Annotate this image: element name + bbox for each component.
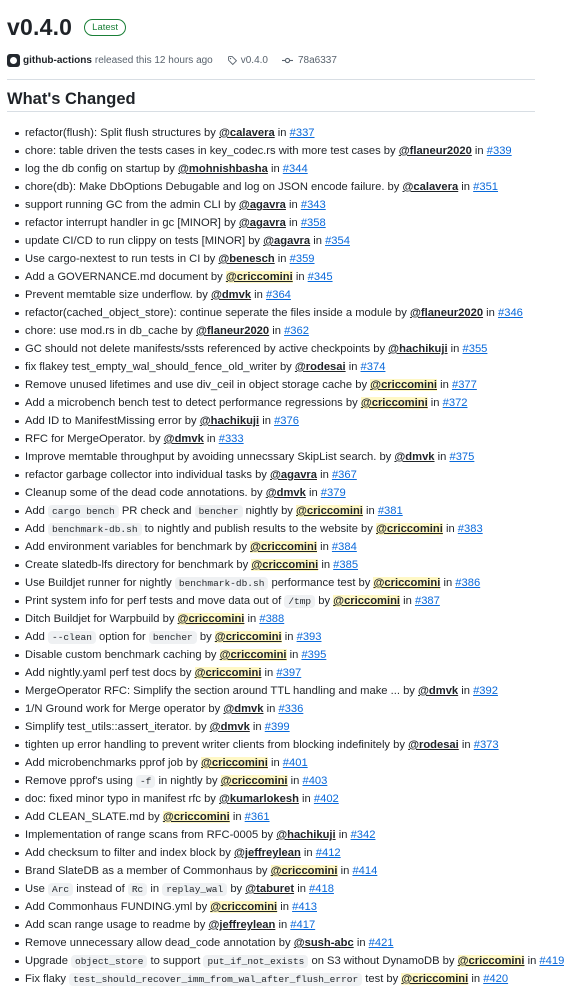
user-link[interactable]: @criccomini (401, 973, 469, 985)
item-text: GC should not delete manifests/ssts referenced by active checkpoints by (25, 343, 389, 355)
user-link[interactable]: @hachikuji (276, 829, 336, 841)
user-link[interactable]: @dmvk (210, 289, 252, 301)
list-item (15, 394, 535, 412)
list-item (15, 268, 535, 286)
pr-link[interactable]: #372 (442, 397, 468, 409)
item-text: in (437, 379, 452, 391)
pr-link[interactable]: #413 (292, 901, 317, 913)
pr-link[interactable]: #376 (274, 415, 299, 427)
pr-link[interactable]: #403 (302, 775, 328, 787)
item-text: Add environment variables for benchmark by (25, 541, 251, 553)
item-text: in (362, 505, 378, 517)
item-text: to nightly and publish results to the website by (141, 523, 376, 535)
inline-code: benchmark-db.sh (48, 523, 142, 536)
inline-code: --clean (48, 631, 96, 644)
item-text: Ditch Buildjet for Warpbuild by (25, 613, 178, 625)
item-text: in (458, 685, 474, 697)
user-link[interactable]: @hachikuji (388, 343, 448, 355)
item-text: refactor(flush): Split flush structures by (25, 127, 219, 139)
list-item (15, 934, 535, 952)
list-item (15, 862, 535, 880)
user-link[interactable]: @agavra (270, 469, 317, 481)
user-link[interactable]: @agavra (263, 235, 311, 247)
list-item (15, 124, 535, 142)
item-text: in (294, 883, 310, 895)
list-item (15, 754, 535, 772)
user-link[interactable]: @kumarlokesh (219, 793, 299, 805)
item-text: in (335, 829, 351, 841)
pr-link[interactable]: #392 (473, 685, 498, 697)
user-link[interactable]: @benesch (218, 253, 275, 265)
pr-link[interactable]: #420 (483, 973, 509, 985)
item-text: in (524, 955, 540, 967)
item-text: Simplify test_utils::assert_iterator. by (25, 721, 210, 733)
item-text: Use Buildjet runner for nightly (25, 577, 175, 589)
item-text: Add a microbench bench test to detect performance regressions by (25, 397, 361, 409)
inline-code: bencher (195, 505, 243, 518)
item-text: chore(db): Make DbOptions Debugable and log on JSON encode failure. by (25, 181, 403, 193)
list-item (15, 736, 535, 754)
released-text: released this 12 hours ago (94, 54, 213, 66)
item-text: Fix flaky (25, 973, 70, 985)
pr-link[interactable]: #367 (331, 469, 357, 481)
item-text: Brand SlateDB as a member of Commonhaus by (25, 865, 271, 877)
pr-link[interactable]: #342 (350, 829, 376, 841)
item-text: in (267, 163, 283, 175)
item-text: Add (25, 631, 49, 643)
release-title[interactable]: v0.4.0 (7, 13, 73, 40)
item-text: in (275, 919, 291, 931)
user-link[interactable]: @criccomini (370, 379, 438, 391)
item-text: Prevent memtable size underflow. by (25, 289, 211, 301)
user-link[interactable]: @dmvk (418, 685, 459, 697)
pr-link[interactable]: #393 (296, 631, 322, 643)
item-text: Improve memtable throughput by avoiding unnecssary SkipList search. by (25, 451, 395, 463)
pr-link[interactable]: #384 (331, 541, 357, 553)
section-title: What's Changed (7, 90, 136, 108)
pr-link[interactable]: #358 (300, 217, 326, 229)
list-item (15, 772, 535, 790)
list-item (15, 646, 535, 664)
item-text: support running GC from the admin CLI by (25, 199, 239, 211)
item-text: Add microbenchmarks pprof job by (25, 757, 201, 769)
pr-link[interactable]: #418 (309, 883, 334, 895)
pr-link[interactable]: #395 (301, 649, 327, 661)
list-item (15, 826, 535, 844)
list-item (15, 430, 535, 448)
item-text: chore: table driven the tests cases in key_codec.rs with more test cases by (25, 145, 399, 157)
item-text: on S3 without DynamoDB by (308, 955, 458, 967)
pr-link[interactable]: #386 (455, 577, 481, 589)
item-text: test by (362, 973, 402, 985)
pr-link[interactable]: #336 (278, 703, 304, 715)
pr-link[interactable]: #417 (290, 919, 316, 931)
list-item (15, 844, 535, 862)
user-link[interactable]: @criccomini (333, 595, 401, 607)
list-item (15, 880, 535, 898)
pr-link[interactable]: #364 (266, 289, 291, 301)
item-text: doc: fixed minor typo in manifest rfc by (25, 793, 219, 805)
user-link[interactable]: @criccomini (162, 811, 230, 823)
pr-link[interactable]: #379 (320, 487, 346, 499)
list-item (15, 808, 535, 826)
pr-link[interactable]: #397 (276, 667, 302, 679)
item-text: in (305, 487, 321, 499)
pr-link[interactable]: #359 (289, 253, 315, 265)
list-item (15, 484, 535, 502)
pr-link[interactable]: #373 (473, 739, 499, 751)
inline-code: /tmp (284, 595, 315, 608)
user-link[interactable]: @criccomini (296, 505, 363, 517)
item-text: Add (25, 523, 49, 535)
list-item (15, 286, 535, 304)
item-text: nightly by (242, 505, 297, 517)
user-link[interactable]: @criccomini (225, 271, 293, 283)
list-item (15, 790, 535, 808)
item-text: in (229, 811, 245, 823)
item-text: in (468, 973, 484, 985)
item-text: Implementation of range scans from RFC-0005 by (25, 829, 277, 841)
item-text: in (274, 127, 290, 139)
item-text: Add scan range usage to readme by (25, 919, 209, 931)
tag-link[interactable]: v0.4.0 (240, 54, 268, 66)
item-text: Remove unused lifetimes and use div_ceil in object storage cache by (25, 379, 371, 391)
item-text: in (353, 937, 369, 949)
inline-code: -f (136, 775, 155, 788)
item-text: in (147, 883, 163, 895)
item-text: fix flakey test_empty_wal_should_fence_old_writer by (25, 361, 295, 373)
list-item (15, 538, 535, 556)
user-link[interactable]: @rodesai (408, 739, 459, 751)
list-item (15, 466, 535, 484)
pr-link[interactable]: #361 (244, 811, 270, 823)
list-item (15, 718, 535, 736)
release-meta (7, 53, 535, 67)
item-text: refactor(cached_object_store): continue seperate the files inside a module by (25, 307, 410, 319)
item-text: performance test by (268, 577, 374, 589)
list-item (15, 574, 535, 592)
item-text: Cleanup some of the dead code annotations. by (25, 487, 266, 499)
user-link[interactable]: @dmvk (394, 451, 435, 463)
item-text: in (483, 307, 498, 319)
list-item (15, 556, 535, 574)
item-text: log the db config on startup by (25, 163, 178, 175)
latest-badge: Latest (84, 19, 126, 36)
list-item (15, 376, 535, 394)
user-link[interactable]: @mohnishbasha (178, 163, 268, 175)
item-text: RFC for MergeOperator. by (25, 433, 164, 445)
list-item (15, 232, 535, 250)
user-link[interactable]: @criccomini (250, 541, 317, 553)
item-text: in (281, 631, 297, 643)
item-text: by (315, 595, 334, 607)
item-text: in (285, 217, 301, 229)
item-text: in (261, 667, 277, 679)
item-text: PR check and (118, 505, 195, 517)
pr-link[interactable]: #385 (333, 559, 359, 571)
item-text: 1/N Ground work for Merge operator by (25, 703, 224, 715)
list-item (15, 916, 535, 934)
item-text: in (269, 325, 285, 337)
item-text: Disable custom benchmark caching by (25, 649, 220, 661)
item-text: tighten up error handling to prevent writer clients from blocking indefinitely by (25, 739, 409, 751)
pr-link[interactable]: #351 (473, 181, 499, 193)
user-link[interactable]: @dmvk (209, 721, 250, 733)
list-item (15, 664, 535, 682)
item-text: Add nightly.yaml perf test docs by (25, 667, 195, 679)
item-text: in (400, 595, 415, 607)
list-item (15, 970, 535, 988)
item-text: in (447, 343, 463, 355)
changes-list (7, 124, 564, 988)
pr-link[interactable]: #333 (218, 433, 244, 445)
pr-link[interactable]: #377 (451, 379, 477, 391)
list-item (15, 898, 535, 916)
item-text: in (286, 649, 302, 661)
list-item (15, 448, 535, 466)
inline-code: replay_wal (162, 883, 227, 896)
user-link[interactable]: @flaneur2020 (398, 145, 472, 157)
inline-code: cargo bench (48, 505, 119, 518)
user-link[interactable]: @criccomini (373, 577, 441, 589)
inline-code: Arc (48, 883, 73, 896)
user-link[interactable]: @criccomini (251, 559, 319, 571)
item-text: in (285, 199, 301, 211)
user-link[interactable]: @criccomini (375, 523, 443, 535)
pr-link[interactable]: #374 (360, 361, 386, 373)
user-link[interactable]: @calavera (402, 181, 459, 193)
item-text: in (440, 577, 456, 589)
item-text: MergeOperator RFC: Simplify the section around TTL handling and make ... by (25, 685, 418, 697)
item-text: in (337, 865, 353, 877)
item-text: Remove pprof's using (25, 775, 136, 787)
pr-link[interactable]: #375 (449, 451, 475, 463)
list-item (15, 214, 535, 232)
item-text: by (196, 631, 215, 643)
user-link[interactable]: @hachikuji (199, 415, 260, 427)
commit-link[interactable]: 78a6337 (298, 54, 337, 66)
list-item (15, 502, 535, 520)
item-text: in (277, 901, 293, 913)
user-link[interactable]: @criccomini (214, 631, 282, 643)
pr-link[interactable]: #381 (377, 505, 403, 517)
user-link[interactable]: @criccomini (220, 775, 288, 787)
user-link[interactable]: @criccomini (360, 397, 428, 409)
list-item (15, 682, 535, 700)
item-text: in (203, 433, 219, 445)
user-link[interactable]: @criccomini (270, 865, 338, 877)
inline-code: benchmark-db.sh (175, 577, 269, 590)
item-text: in (316, 541, 332, 553)
pr-link[interactable]: #355 (462, 343, 488, 355)
item-text: Add a GOVERNANCE.md document by (25, 271, 226, 283)
pr-link[interactable]: #345 (307, 271, 333, 283)
item-text: in (318, 559, 334, 571)
item-text: Print system info for perf tests and move data out of (25, 595, 285, 607)
item-text: Upgrade (25, 955, 72, 967)
item-text: option for (95, 631, 149, 643)
pr-link[interactable]: #388 (259, 613, 285, 625)
pr-link[interactable]: #362 (284, 325, 309, 337)
item-text: Add checksum to filter and index block by (25, 847, 234, 859)
item-text: by (227, 883, 246, 895)
list-item (15, 592, 535, 610)
item-text: in (263, 703, 279, 715)
item-text: in (471, 145, 487, 157)
pr-link[interactable]: #419 (539, 955, 564, 967)
user-link[interactable]: @criccomini (210, 901, 278, 913)
author-link[interactable]: github-actions (23, 54, 92, 66)
item-text: chore: use mod.rs in db_cache by (25, 325, 197, 337)
pr-link[interactable]: #401 (282, 757, 308, 769)
item-text: in (434, 451, 450, 463)
item-text: Remove unnecessary allow dead_code annotation by (25, 937, 294, 949)
item-text: in (259, 415, 275, 427)
list-item (15, 142, 535, 160)
pr-link[interactable]: #343 (300, 199, 326, 211)
list-item (15, 304, 535, 322)
user-link[interactable]: @criccomini (200, 757, 268, 769)
item-text: Use (25, 883, 49, 895)
item-text: in nightly by (155, 775, 221, 787)
user-link[interactable]: @criccomini (457, 955, 525, 967)
avatar[interactable] (7, 54, 20, 67)
list-item (15, 610, 535, 628)
list-item (15, 520, 535, 538)
inline-code: bencher (149, 631, 197, 644)
item-text: refactor interrupt handler in gc [MINOR] by (25, 217, 239, 229)
item-text: in (251, 289, 267, 301)
list-item (15, 358, 535, 376)
inline-code: test_should_recover_imm_from_wal_after_flush_error (69, 973, 362, 986)
item-text: in (244, 613, 260, 625)
item-text: in (287, 775, 303, 787)
item-text: in (458, 181, 474, 193)
user-link[interactable]: @agavra (238, 217, 286, 229)
section-divider (7, 111, 535, 112)
list-item (15, 700, 535, 718)
item-text: refactor garbage collector into individual tasks by (25, 469, 271, 481)
release-header (7, 0, 535, 52)
list-item (15, 322, 535, 340)
inline-code: object_store (71, 955, 147, 968)
list-item (15, 628, 535, 646)
list-item (15, 160, 535, 178)
user-link[interactable]: @dmvk (163, 433, 204, 445)
inline-code: put_if_not_exists (203, 955, 308, 968)
item-text: in (249, 721, 265, 733)
user-link[interactable]: @calavera (218, 127, 275, 139)
inline-code: Rc (128, 883, 147, 896)
item-text: in (442, 523, 458, 535)
user-link[interactable]: @criccomini (177, 613, 245, 625)
user-link[interactable]: @flaneur2020 (409, 307, 484, 319)
user-link[interactable]: @jeffreylean (233, 847, 301, 859)
user-link[interactable]: @rodesai (294, 361, 346, 373)
item-text: in (274, 253, 290, 265)
pr-link[interactable]: #421 (368, 937, 394, 949)
item-text: in (427, 397, 443, 409)
pr-link[interactable]: #354 (325, 235, 350, 247)
item-text: to support (147, 955, 204, 967)
pr-link[interactable]: #383 (457, 523, 483, 535)
pr-link[interactable]: #344 (282, 163, 308, 175)
item-text: update CI/CD to run clippy on tests [MINOR] by (25, 235, 264, 247)
pr-link[interactable]: #399 (264, 721, 290, 733)
pr-link[interactable]: #414 (352, 865, 378, 877)
pr-link[interactable]: #387 (414, 595, 440, 607)
item-text: in (292, 271, 308, 283)
pr-link[interactable]: #346 (498, 307, 523, 319)
list-item (15, 952, 564, 970)
item-text: in (300, 847, 316, 859)
item-text: Create slatedb-lfs directory for benchmark by (25, 559, 252, 571)
tag-icon (228, 56, 237, 65)
user-link[interactable]: @jeffreylean (208, 919, 276, 931)
item-text: in (345, 361, 361, 373)
item-text: in (317, 469, 332, 481)
item-text: Add Commonhaus FUNDING.yml by (25, 901, 211, 913)
list-item (15, 412, 535, 430)
item-text: in (310, 235, 326, 247)
item-text: Add (25, 505, 49, 517)
list-item (15, 178, 535, 196)
item-text: Use cargo-nextest to run tests in CI by (25, 253, 219, 265)
user-link[interactable]: @dmvk (265, 487, 306, 499)
item-text: in (298, 793, 314, 805)
commit-icon (282, 56, 293, 65)
item-text: Add ID to ManifestMissing error by (25, 415, 200, 427)
list-item (15, 340, 535, 358)
pr-link[interactable]: #337 (289, 127, 315, 139)
pr-link[interactable]: #402 (313, 793, 339, 805)
user-link[interactable]: @taburet (245, 883, 295, 895)
user-link[interactable]: @sush-abc (293, 937, 354, 949)
item-text: Add CLEAN_SLATE.md by (25, 811, 163, 823)
list-item (15, 196, 535, 214)
item-text: in (458, 739, 474, 751)
item-text: instead of (73, 883, 128, 895)
user-link[interactable]: @agavra (238, 199, 286, 211)
user-link[interactable]: @dmvk (223, 703, 264, 715)
user-link[interactable]: @flaneur2020 (196, 325, 270, 337)
pr-link[interactable]: #412 (315, 847, 341, 859)
user-link[interactable]: @criccomini (194, 667, 262, 679)
user-link[interactable]: @criccomini (219, 649, 287, 661)
list-item (15, 250, 535, 268)
item-text: in (267, 757, 283, 769)
pr-link[interactable]: #339 (486, 145, 512, 157)
